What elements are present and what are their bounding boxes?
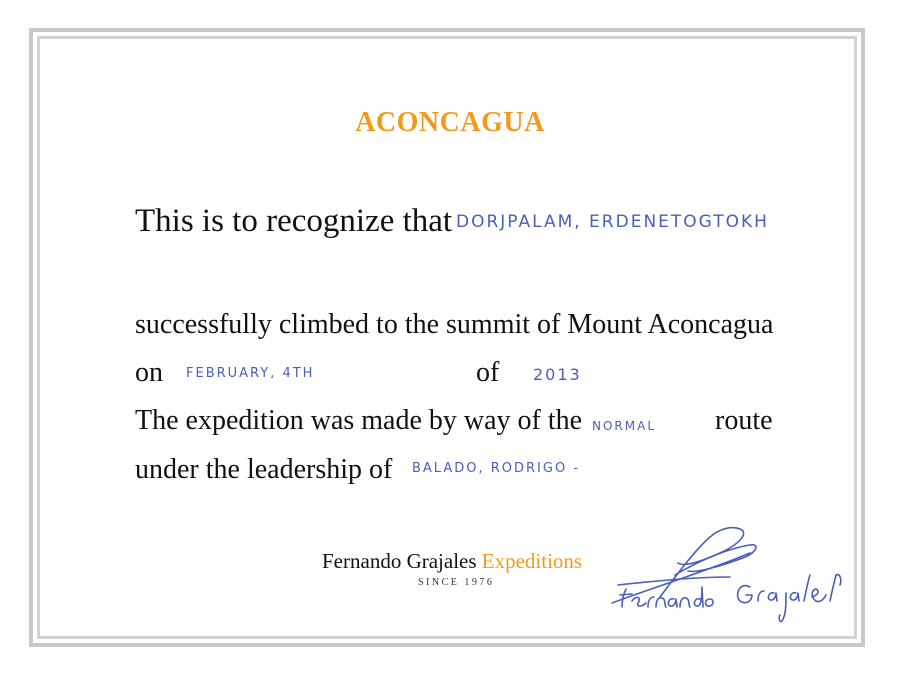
route-name: NORMAL — [592, 419, 657, 433]
of-label: of — [476, 357, 500, 388]
climb-date: FEBRUARY, 4TH — [186, 366, 315, 381]
signature — [600, 515, 860, 625]
leadership-text: under the leadership of — [135, 454, 393, 485]
certificate-title: ACONCAGUA — [355, 107, 545, 138]
brand-since: SINCE 1976 — [418, 577, 495, 588]
brand-name-primary: Fernando Grajales — [322, 549, 477, 573]
climb-year: 2013 — [533, 365, 582, 384]
recognize-text: This is to recognize that — [135, 203, 453, 239]
brand-name-accent: Expeditions — [481, 549, 583, 573]
climber-name: DORJPALAM, ERDENETOGTOKH — [456, 212, 769, 232]
leader-name: BALADO, RODRIGO - — [412, 461, 581, 476]
brand-name — [322, 549, 582, 574]
expedition-text: The expedition was made by way of the — [135, 405, 583, 436]
route-label: route — [715, 405, 773, 436]
climbed-text: successfully climbed to the summit of Mount Aconcagua — [135, 309, 774, 340]
on-label: on — [135, 357, 163, 388]
